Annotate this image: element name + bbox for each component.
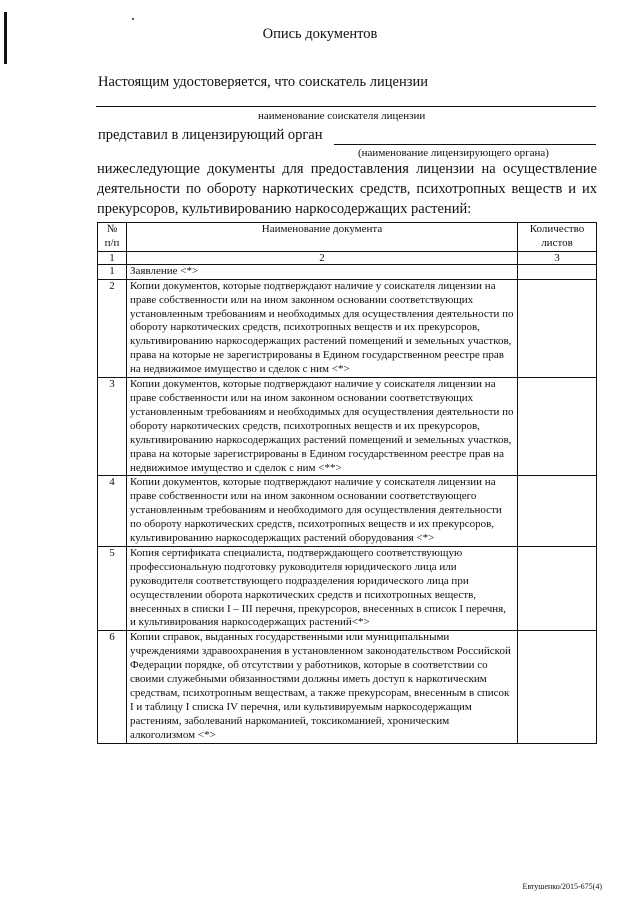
row-num: 3 (98, 378, 127, 476)
column-index-1: 1 (98, 251, 127, 264)
authority-name-field-line (334, 144, 596, 145)
table-row (98, 264, 597, 279)
row-page-count (518, 279, 597, 377)
column-index-row (98, 251, 597, 264)
documents-table (97, 222, 597, 744)
row-document-name: Копии документов, которые подтверждают наличие у соискателя лицензии на праве собственности или на ином законном основании соответствующих установленным требованиям и необходимых для осуществления деятельности по обороту наркотических средств, психотропных веществ и их прекурсоров, культивированию наркосодержащих растений помещений и земельных участков, права на которые не зарегистрированы в Едином государственном реестре прав на недвижимое имущество и сделок с ним <*> (127, 279, 518, 377)
scan-speck (132, 18, 134, 20)
row-num: 5 (98, 546, 127, 630)
row-num: 2 (98, 279, 127, 377)
intro-line: Настоящим удостоверяется, что соискатель лицензии (98, 74, 428, 90)
row-page-count (518, 546, 597, 630)
header-num: № п/п (98, 223, 127, 252)
row-page-count (518, 264, 597, 279)
row-page-count (518, 631, 597, 743)
row-page-count (518, 378, 597, 476)
column-index-3: 3 (518, 251, 597, 264)
column-index-2: 2 (127, 251, 518, 264)
header-count: Количество листов (518, 223, 597, 252)
row-num: 6 (98, 631, 127, 743)
table-header-row (98, 223, 597, 252)
header-name: Наименование документа (127, 223, 518, 252)
row-document-name: Копия сертификата специалиста, подтверждающего соответствующую профессиональную подготовку руководителя юридического лица или руководителя соответствующего подразделения юридического лица при осуществлении оборота наркотических средств и психотропных веществ, внесенных в списки I – III перечня, прекурсоров, внесенных в список I перечня, и культивирования наркосодержащих растений<*> (127, 546, 518, 630)
row-num: 1 (98, 264, 127, 279)
row-document-name: Копии документов, которые подтверждают наличие у соискателя лицензии на праве собственности или на ином законном основании соответствующих установленным требованиям и необходимых для осуществления деятельности по обороту наркотических средств, психотропных веществ и их прекурсоров, культивированию наркосодержащих растений помещений и земельных участков, права на которые зарегистрированы в Едином государственном реестре прав на недвижимое имущество и сделок с ним <**> (127, 378, 518, 476)
table-row (98, 631, 597, 743)
row-page-count (518, 476, 597, 547)
table-row (98, 378, 597, 476)
row-document-name: Копии справок, выданных государственными или муниципальными учреждениями здравоохранения в установленном законодательством Российской Федерации порядке, об отсутствии у работников, которые в соответствии со своими служебными обязанностями должны иметь доступ к наркотическим средствам, психотропным веществам, а также прекурсорам, внесенным в список I и таблицу I списка IV перечня, или культивируемым наркосодержащим растениям, заболеваний наркоманией, токсикоманией, хроническим алкоголизмом <*> (127, 631, 518, 743)
intro-paragraph: нижеследующие документы для предоставления лицензии на осуществление деятельности по обороту наркотических средств, психотропных веществ и их прекурсоров, культивированию наркосодержащих растений: (97, 161, 597, 217)
authority-line: представил в лицензирующий орган (98, 127, 323, 143)
table-row (98, 546, 597, 630)
row-document-name: Заявление <*> (127, 264, 518, 279)
table-row (98, 279, 597, 377)
table-row (98, 476, 597, 547)
applicant-caption: наименование соискателя лицензии (258, 110, 426, 122)
authority-caption: (наименование лицензирующего органа) (358, 147, 549, 159)
footer-reference: Евтушенко/2015-675(4) (522, 882, 602, 891)
document-title: Опись документов (262, 26, 378, 42)
applicant-name-field-line (96, 106, 596, 107)
row-document-name: Копии документов, которые подтверждают наличие у соискателя лицензии на праве собственности или на ином законном основании соответствующего установленным требованиям и необходимого для осуществления деятельности по обороту наркотических средств, психотропных веществ и их прекурсоров, культивированию наркосодержащих растений оборудования <*> (127, 476, 518, 547)
row-num: 4 (98, 476, 127, 547)
